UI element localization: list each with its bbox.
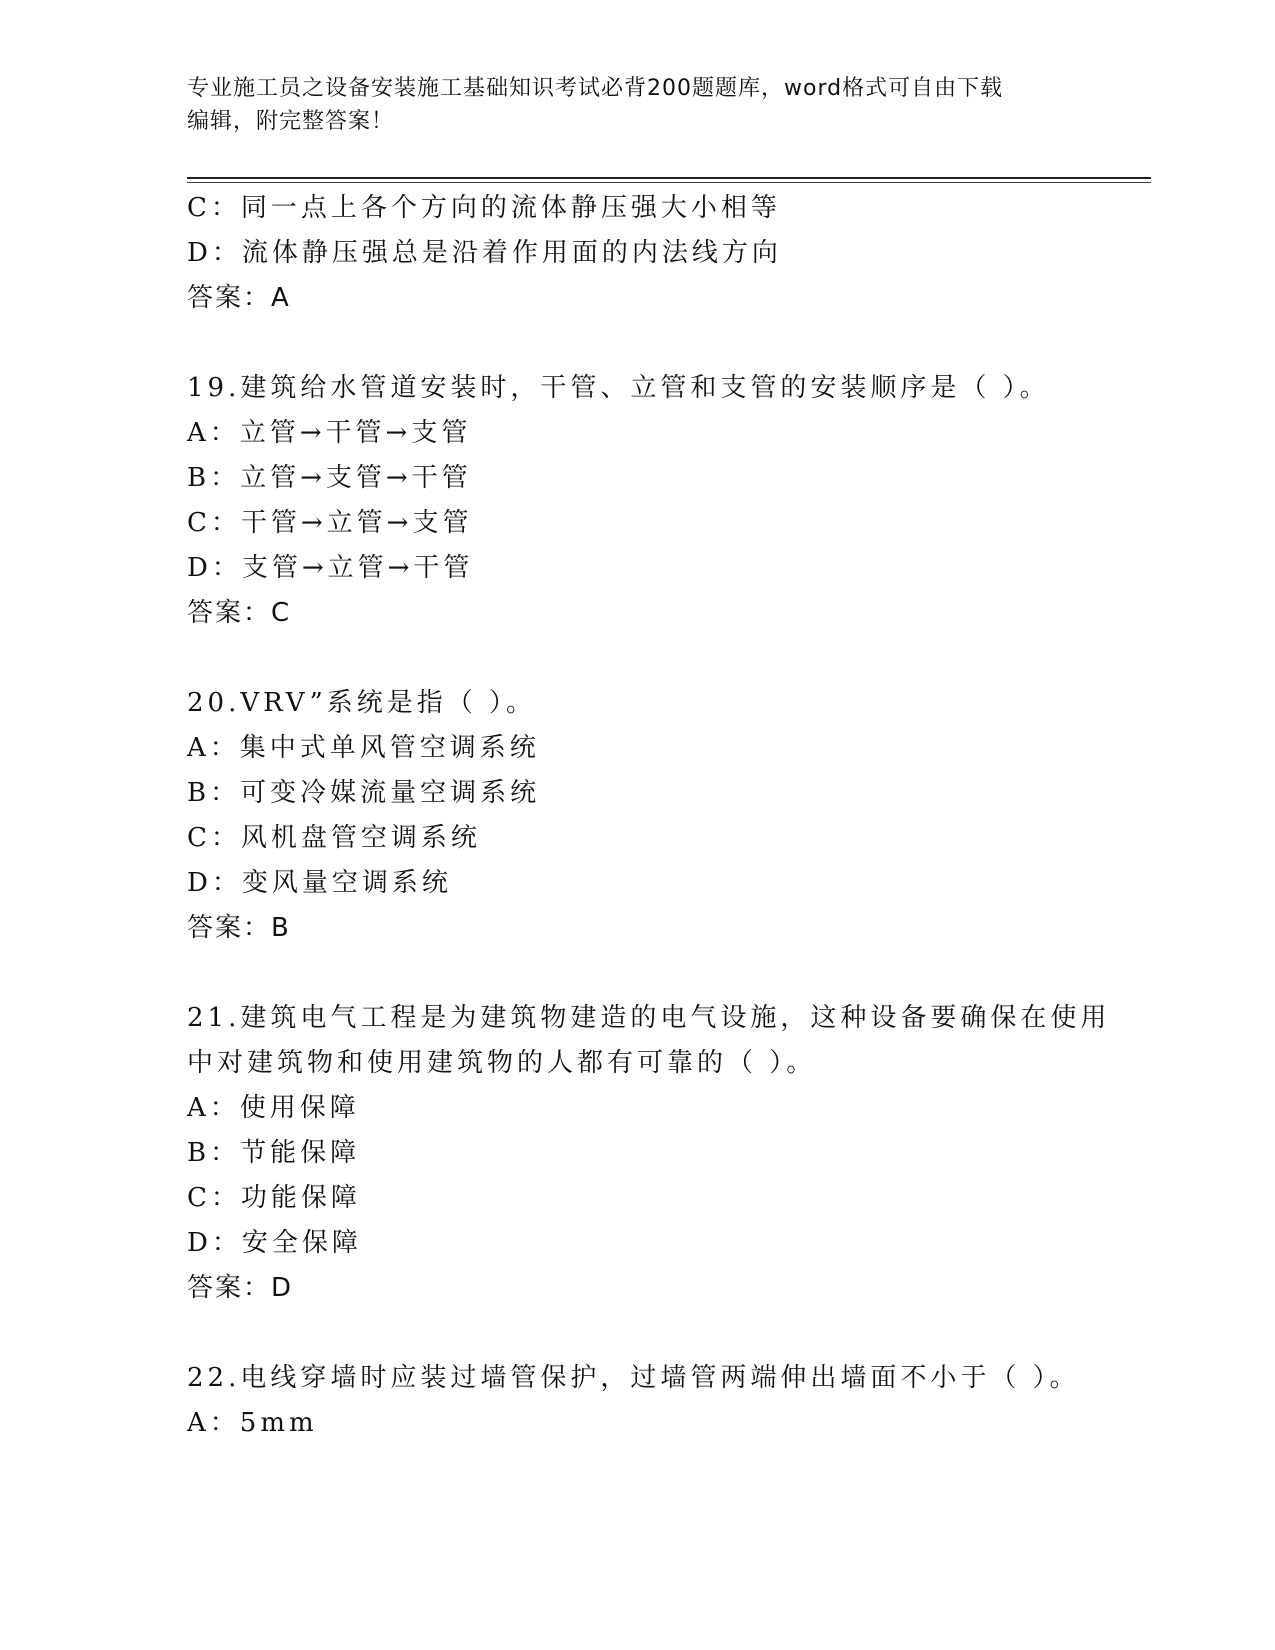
question-21-stem-line-1: 21.建筑电气工程是为建筑物建造的电气设施，这种设备要确保在使用 <box>187 1003 1111 1033</box>
question-19-option-c: C：干管→立管→支管 <box>187 508 473 538</box>
header-line-1: 专业施工员之设备安装施工基础知识考试必背200题题库，word格式可自由下载 <box>187 76 1004 101</box>
question-20-answer: 答案：B <box>187 913 291 943</box>
question-19-option-d: D：支管→立管→干管 <box>187 553 474 583</box>
question-21-option-a: A：使用保障 <box>187 1093 360 1123</box>
prev-answer: 答案：A <box>187 283 291 313</box>
question-20-option-a: A：集中式单风管空调系统 <box>187 733 540 763</box>
question-22-option-a: A：5mm <box>187 1408 318 1438</box>
header-line-2: 编辑，附完整答案！ <box>187 109 395 134</box>
question-21-option-d: D：安全保障 <box>187 1228 362 1258</box>
question-21-stem-line-2: 中对建筑物和使用建筑物的人都有可靠的（ ）。 <box>187 1048 817 1078</box>
prev-option-c: C：同一点上各个方向的流体静压强大小相等 <box>187 193 781 223</box>
question-19-option-b: B：立管→支管→干管 <box>187 463 472 493</box>
question-22-stem: 22.电线穿墙时应装过墙管保护，过墙管两端伸出墙面不小于（ ）。 <box>187 1363 1080 1393</box>
question-21-answer: 答案：D <box>187 1273 294 1303</box>
question-19-option-a: A：立管→干管→支管 <box>187 418 472 448</box>
header-divider-thick <box>187 177 1151 179</box>
document-header <box>187 72 1067 138</box>
question-20-option-c: C：风机盘管空调系统 <box>187 823 481 853</box>
question-20-option-b: B：可变冷媒流量空调系统 <box>187 778 541 808</box>
question-19-stem: 19.建筑给水管道安装时，干管、立管和支管的安装顺序是（ ）。 <box>187 373 1050 403</box>
question-20-option-d: D：变风量空调系统 <box>187 868 452 898</box>
header-divider-thin <box>187 182 1151 183</box>
prev-option-d: D：流体静压强总是沿着作用面的内法线方向 <box>187 238 782 268</box>
question-21-option-b: B：节能保障 <box>187 1138 361 1168</box>
question-19-answer: 答案：C <box>187 598 292 628</box>
question-21-option-c: C：功能保障 <box>187 1183 361 1213</box>
question-20-stem: 20.VRV”系统是指（ ）。 <box>187 688 537 718</box>
